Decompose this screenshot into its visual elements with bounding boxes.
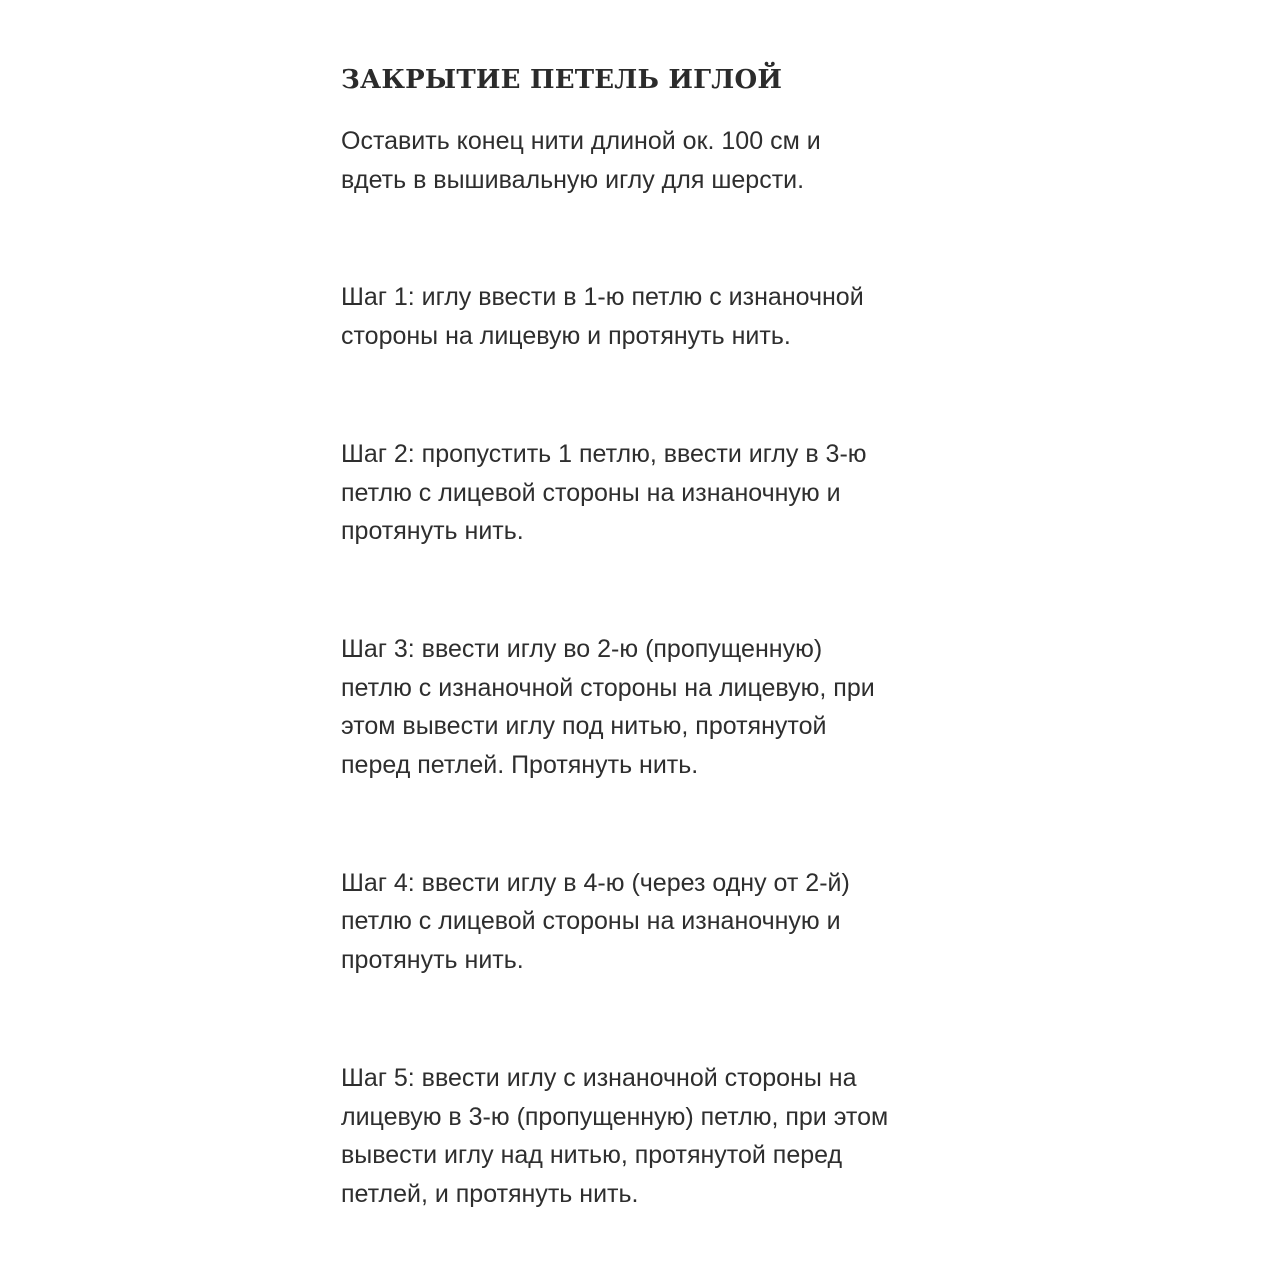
step-2-paragraph (341, 435, 961, 551)
step-line: Шаг 3: ввести иглу во 2-ю (пропущенную) (341, 634, 823, 663)
step-line: Шаг 4: ввести иглу в 4-ю (через одну от 2-й) (341, 868, 850, 897)
step-line: стороны на лицевую и протянуть нить. (341, 322, 791, 351)
page-title: ЗАКРЫТИЕ ПЕТЕЛЬ ИГЛОЙ (341, 65, 783, 95)
step-line: вывести иглу над нитью, протянутой перед (341, 1141, 843, 1170)
step-line: петлю с лицевой стороны на изнаночную и (341, 478, 841, 507)
intro-line: Оставить конец нити длиной ок. 100 см и (341, 127, 821, 155)
intro-paragraph (341, 122, 961, 199)
step-line: петлей, и протянуть нить. (341, 1179, 639, 1208)
step-line: перед петлей. Протянуть нить. (341, 751, 699, 780)
step-5-paragraph (341, 1059, 961, 1214)
step-line: протянуть нить. (341, 517, 524, 546)
step-line: Шаг 5: ввести иглу с изнаночной стороны на (341, 1063, 857, 1092)
step-line: Шаг 2: пропустить 1 петлю, ввести иглу в 3-ю (341, 439, 867, 468)
step-line: этом вывести иглу под нитью, протянутой (341, 712, 827, 741)
document-body (341, 58, 961, 1214)
step-line: петлю с изнаночной стороны на лицевую, при (341, 673, 875, 702)
step-line: Шаг 1: иглу ввести в 1-ю петлю с изнаночной (341, 283, 864, 312)
step-line: лицевую в 3-ю (пропущенную) петлю, при этом (341, 1102, 889, 1131)
step-3-paragraph (341, 630, 961, 785)
step-line: петлю с лицевой стороны на изнаночную и (341, 907, 841, 936)
step-1-paragraph (341, 278, 961, 355)
step-4-paragraph (341, 864, 961, 980)
step-line: протянуть нить. (341, 946, 524, 975)
intro-line: вдеть в вышивальную иглу для шерсти. (341, 165, 805, 194)
